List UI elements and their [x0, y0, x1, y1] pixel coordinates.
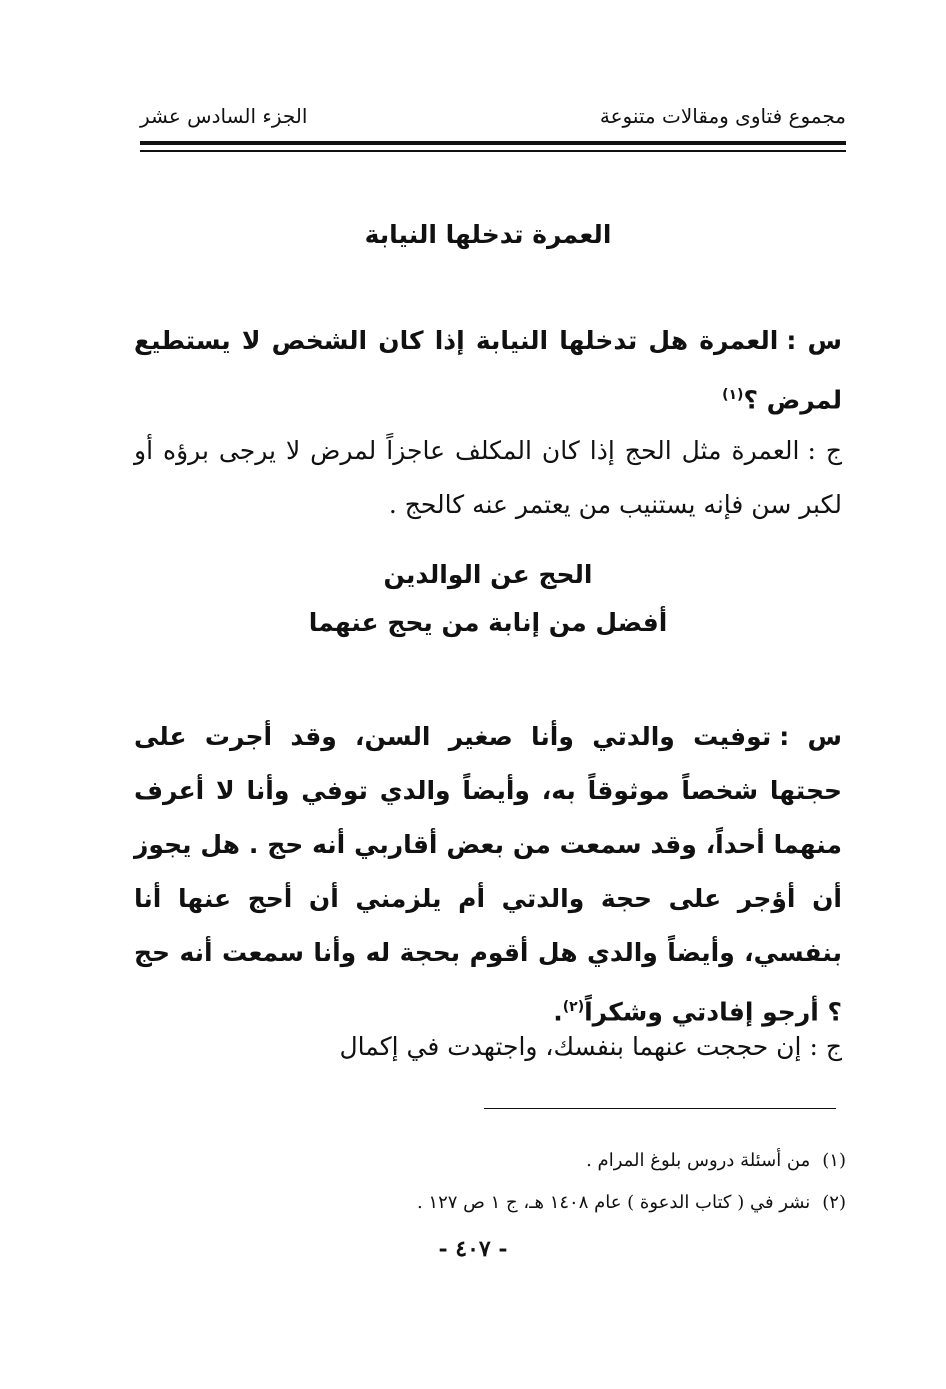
question-text: توفيت والدتي وأنا صغير السن، وقد أجرت على حجتها شخصاً موثوقاً به، وأيضاً والدي توفي وأنا لا أعرف منهما أحداً، وقد سمعت من بعض أقاربي أنه حج . هل يجوز أن أؤجر على حجة والدتي أم يلزمني أن أحج عنها أنا بنفسي، وأيضاً والدي هل أقوم بحجة له وأنا سمعت أنه حج ؟ أرجو إفادتي وشكراً	[134, 722, 842, 1027]
page-number: - ٤٠٧ -	[438, 1236, 508, 1262]
section2-title-line2: أفضل من إنابة من يحج عنهما	[308, 608, 668, 637]
section2-question	[134, 710, 842, 1039]
footnote-rule	[484, 1108, 836, 1109]
footnote-text: من أسئلة دروس بلوغ المرام .	[586, 1150, 811, 1171]
footnote-ref-2: (٢)	[562, 999, 585, 1015]
section2-answer	[134, 1020, 842, 1074]
answer-text: العمرة مثل الحج إذا كان المكلف عاجزاً لمرض لا يرجى برؤه أو لكبر سن فإنه يستنيب من يعتمر عنه كالحج .	[134, 436, 842, 519]
footnotes	[140, 1140, 846, 1224]
section1-answer	[134, 424, 842, 532]
footnote-ref-1: (١)	[722, 387, 744, 403]
footnote-item	[140, 1182, 846, 1224]
footnote-number: (٢)	[822, 1192, 846, 1213]
header-book-title: مجموع فتاوى ومقالات متنوعة	[599, 104, 846, 128]
header-rule-thin	[140, 150, 846, 152]
section2-title-line1: الحج عن الوالدين	[383, 560, 593, 589]
question-label: س :	[786, 326, 842, 355]
answer-label: ج :	[809, 1032, 842, 1061]
footnote-item	[140, 1140, 846, 1182]
answer-label: ج :	[807, 436, 842, 465]
answer-text: إن حججت عنهما بنفسك، واجتهدت في إكمال	[339, 1032, 802, 1061]
footnote-number: (١)	[822, 1150, 846, 1171]
header-volume: الجزء السادس عشر	[140, 104, 308, 128]
question-label: س :	[779, 722, 842, 751]
header-rule-thick	[140, 141, 846, 145]
question-end: .	[553, 997, 563, 1027]
section1-title: العمرة تدخلها النيابة	[364, 220, 612, 249]
section1-question	[134, 314, 842, 427]
running-header	[140, 104, 846, 128]
footnote-text: نشر في ( كتاب الدعوة ) عام ١٤٠٨ هـ، ج ١ ص ١٢٧ .	[416, 1192, 811, 1213]
question-text: العمرة هل تدخلها النيابة إذا كان الشخص لا يستطيع لمرض ؟	[134, 326, 842, 415]
